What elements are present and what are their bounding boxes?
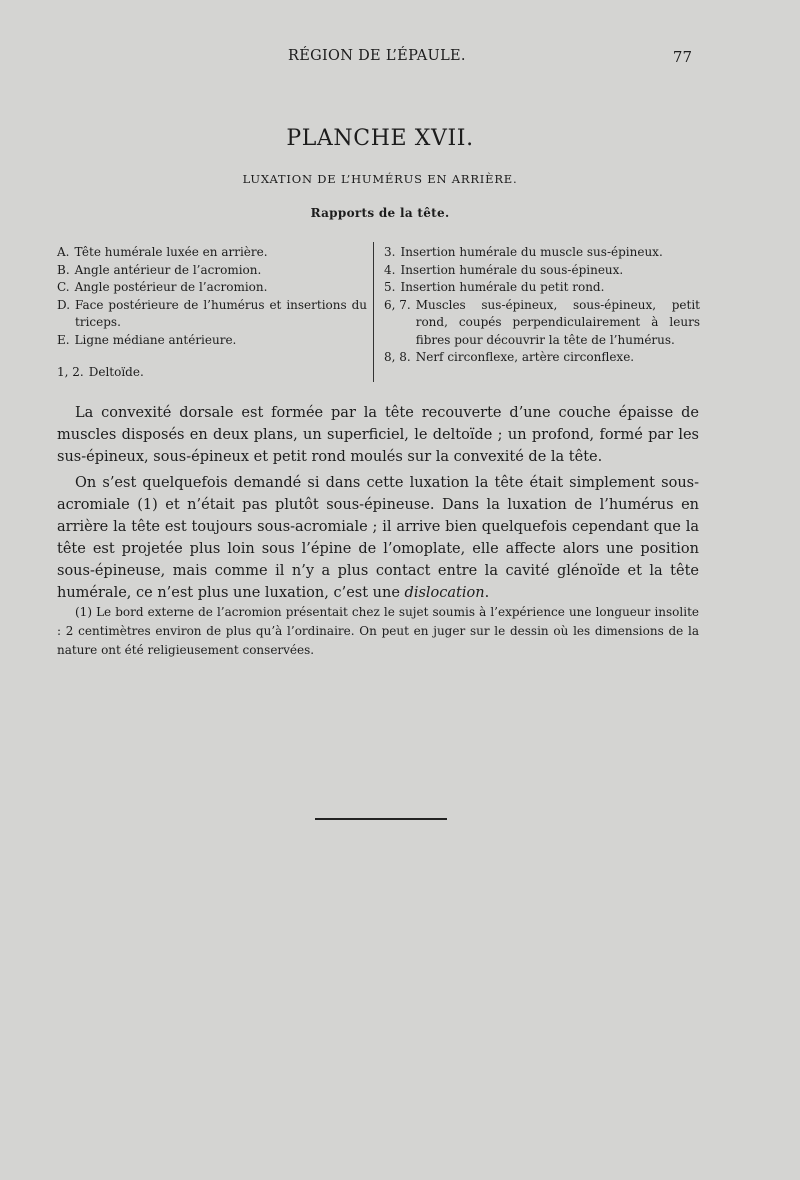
legend-item	[384, 297, 700, 350]
paragraph-text: On s’est quelquefois demandé si dans cette luxation la tête était simplement sous-acromiale (1) et n’était pas plutôt sous-épineuse. Dans la luxation de l’humérus en arrière la tête est toujours sous-acromiale ; il arrive bien quelquefois cependant que la tête est projetée plus loin sous l’épine de l’omoplate, elle affecte alors une position sous-épineuse, mais comme il n’y a plus contact entre la cavité glénoïde et la tête humérale, ce n’est plus une luxation, c’est une	[57, 475, 699, 601]
section-heading: Rapports de la tête.	[310, 206, 450, 220]
legend-key: C.	[57, 280, 70, 294]
legend-key: E.	[57, 332, 70, 347]
legend-item	[57, 244, 367, 262]
legend-key: 3.	[384, 245, 396, 259]
paragraph-end: .	[484, 585, 490, 601]
legend-key: B.	[57, 262, 70, 277]
legend-text: Muscles sus-épineux, sous-épineux, petit rond, coupés perpendiculairement à leurs fibres pour découvrir la tête de l’humérus.	[415, 297, 700, 347]
legend-text: Insertion humérale du muscle sus-épineux.	[400, 245, 663, 259]
closing-rule	[315, 818, 447, 820]
legend-key: 1, 2.	[57, 365, 84, 379]
running-head	[0, 48, 800, 70]
legend-key: 4.	[384, 262, 396, 277]
legend-text: Angle antérieur de l’acromion.	[74, 262, 262, 277]
legend-key: 8, 8.	[384, 350, 411, 364]
legend-text: Nerf circonflexe, artère circonflexe.	[415, 350, 635, 364]
legend-item	[57, 297, 367, 332]
column-divider	[373, 242, 374, 382]
italic-term: dislocation	[404, 585, 485, 601]
legend-text: Tête humérale luxée en arrière.	[74, 245, 268, 259]
legend-right-column	[384, 244, 700, 367]
body-paragraph	[57, 472, 699, 604]
running-title: RÉGION DE L’ÉPAULE.	[288, 48, 466, 64]
body-text	[57, 402, 699, 608]
legend-item	[384, 349, 700, 367]
legend-item	[384, 262, 700, 280]
legend-item	[384, 279, 700, 297]
legend-text: Insertion humérale du sous-épineux.	[400, 262, 624, 277]
legend-text: Insertion humérale du petit rond.	[400, 280, 605, 294]
legend-item	[57, 262, 367, 280]
footnote: (1) Le bord externe de l’acromion présentait chez le sujet soumis à l’expérience une longueur insolite : 2 centimètres environ de plus qu’à l’ordinaire. On peut en juger sur le dessin où les dimensions de la nature ont été religieusement conservées.	[57, 605, 699, 657]
legend-text: Angle postérieur de l’acromion.	[74, 280, 268, 294]
legend-key: 5.	[384, 280, 396, 294]
legend-left-column	[57, 244, 367, 382]
legend-item	[384, 244, 700, 262]
legend-key: A.	[57, 245, 70, 259]
legend-item	[57, 364, 367, 382]
legend-item	[57, 332, 367, 350]
body-paragraph: La convexité dorsale est formée par la tête recouverte d’une couche épaisse de muscles disposés en deux plans, un superficiel, le deltoïde ; un profond, formé par les sus-épineux, sous-épineux et petit rond moulés sur la convexité de la tête.	[57, 405, 699, 465]
plate-subtitle: LUXATION DE L’HUMÉRUS EN ARRIÈRE.	[242, 172, 518, 186]
legend-text: Face postérieure de l’humérus et insertions du triceps.	[75, 297, 367, 329]
legend-key: 6, 7.	[384, 297, 411, 312]
plate-title: PLANCHE XVII.	[286, 126, 474, 151]
legend-key: D.	[57, 297, 71, 312]
legend-item	[57, 279, 367, 297]
legend-text: Deltoïde.	[88, 365, 144, 379]
legend-text: Ligne médiane antérieure.	[74, 332, 237, 347]
page-number: 77	[672, 48, 692, 66]
